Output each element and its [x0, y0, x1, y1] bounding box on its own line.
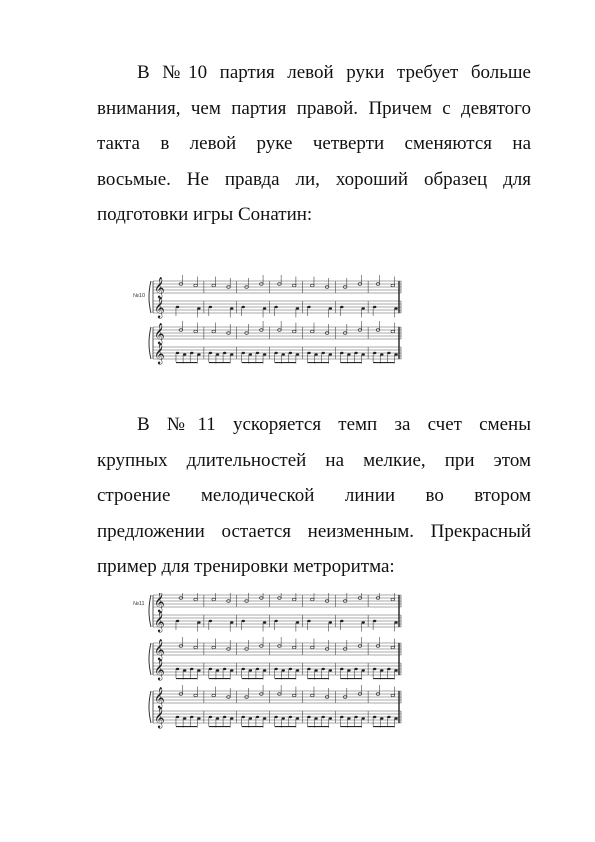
note-head [230, 669, 233, 671]
note-head [296, 621, 299, 623]
note-head [289, 352, 292, 354]
note-head [197, 621, 200, 623]
note-head [373, 620, 376, 622]
note-head [387, 668, 390, 670]
paragraph-exercise-10 [97, 55, 531, 233]
note-head [176, 620, 179, 622]
note-head [292, 598, 296, 601]
treble-clef-icon: 𝄞 [154, 323, 165, 345]
note-head [329, 621, 332, 623]
note-head [282, 669, 285, 671]
note-head [380, 669, 383, 671]
note-head [347, 717, 350, 719]
note-head [347, 353, 350, 355]
note-head [263, 353, 266, 355]
note-head [282, 717, 285, 719]
brace [149, 281, 151, 313]
note-head [329, 307, 332, 309]
note-head [296, 353, 299, 355]
note-head [183, 353, 186, 355]
note-head [212, 646, 216, 649]
text-line: пример для тренировки метроритма: [97, 556, 395, 577]
note-head [194, 694, 198, 697]
text-line: подготовки игры Сонатин: [97, 204, 313, 225]
note-head [391, 330, 395, 333]
note-head [183, 717, 186, 719]
note-head [212, 284, 216, 287]
text-line: восьмые. Не правда ли, хороший образец для [97, 168, 531, 190]
note-head [354, 668, 357, 670]
treble-clef-icon: 𝄞 [154, 687, 165, 709]
note-head [387, 716, 390, 718]
note-head [292, 646, 296, 649]
note-head [230, 621, 233, 623]
note-head [322, 716, 325, 718]
treble-clef-icon: 𝄞 [154, 593, 165, 613]
note-head [176, 668, 179, 670]
note-head [340, 716, 343, 718]
note-head [256, 716, 259, 718]
note-head [362, 669, 365, 671]
note-head [197, 717, 200, 719]
note-head [209, 620, 212, 622]
note-head [292, 694, 296, 697]
note-head [242, 352, 245, 354]
note-head [296, 669, 299, 671]
note-head [362, 353, 365, 355]
note-head [249, 717, 252, 719]
note-head [329, 669, 332, 671]
text-line: В №10 партия левой руки требует больше [137, 62, 531, 83]
note-head [282, 353, 285, 355]
note-head [314, 717, 317, 719]
score-number-label: №11 [133, 601, 145, 607]
note-head [307, 668, 310, 670]
note-head [391, 284, 395, 287]
note-head [230, 307, 233, 309]
note-head [197, 307, 200, 309]
note-head [216, 669, 219, 671]
note-head [329, 353, 332, 355]
note-head [263, 717, 266, 719]
note-head [373, 352, 376, 354]
note-head [373, 716, 376, 718]
music-score-10 [133, 275, 405, 367]
note-head [340, 352, 343, 354]
note-head [307, 620, 310, 622]
note-head [209, 306, 212, 308]
note-head [394, 307, 397, 309]
note-head [230, 353, 233, 355]
note-head [329, 717, 332, 719]
note-head [380, 353, 383, 355]
note-head [373, 306, 376, 308]
note-head [194, 330, 198, 333]
note-head [362, 717, 365, 719]
brace [149, 327, 151, 359]
note-head [212, 598, 216, 601]
treble-clef-icon: 𝄞 [154, 659, 165, 681]
note-head [230, 717, 233, 719]
note-head [354, 352, 357, 354]
note-head [197, 669, 200, 671]
note-head [216, 353, 219, 355]
note-head [394, 717, 397, 719]
note-head [209, 716, 212, 718]
note-head [194, 646, 198, 649]
note-head [307, 352, 310, 354]
note-head [310, 646, 314, 649]
note-head [310, 694, 314, 697]
note-head [274, 620, 277, 622]
note-head [190, 352, 193, 354]
note-head [310, 284, 314, 287]
note-head [314, 353, 317, 355]
note-head [216, 717, 219, 719]
note-head [194, 598, 198, 601]
note-head [274, 306, 277, 308]
note-head [347, 669, 350, 671]
note-head [256, 668, 259, 670]
note-head [242, 306, 245, 308]
note-head [322, 668, 325, 670]
note-head [380, 717, 383, 719]
note-head [197, 353, 200, 355]
paragraph-exercise-11 [97, 407, 531, 585]
note-head [212, 330, 216, 333]
note-head [391, 694, 395, 697]
note-head [362, 307, 365, 309]
treble-clef-icon: 𝄞 [154, 707, 165, 729]
note-head [292, 284, 296, 287]
note-head [292, 330, 296, 333]
note-head [340, 668, 343, 670]
note-head [340, 620, 343, 622]
treble-clef-icon: 𝄞 [154, 611, 165, 633]
text-line: внимания, чем партия правой. Причем с девятого [97, 97, 531, 119]
note-head [289, 668, 292, 670]
note-head [296, 717, 299, 719]
brace [149, 595, 151, 627]
note-head [263, 621, 266, 623]
note-head [249, 669, 252, 671]
music-score-11 [133, 593, 405, 731]
note-head [322, 352, 325, 354]
note-head [362, 621, 365, 623]
note-head [209, 668, 212, 670]
note-head [391, 598, 395, 601]
note-head [190, 716, 193, 718]
note-head [209, 352, 212, 354]
note-head [223, 352, 226, 354]
note-head [242, 716, 245, 718]
note-head [176, 306, 179, 308]
note-head [314, 669, 317, 671]
note-head [274, 352, 277, 354]
note-head [394, 621, 397, 623]
note-head [310, 330, 314, 333]
text-line: В №11 ускоряется темп за счет смены [137, 414, 531, 435]
note-head [373, 668, 376, 670]
note-head [183, 669, 186, 671]
note-head [190, 668, 193, 670]
note-head [176, 352, 179, 354]
note-head [274, 716, 277, 718]
note-head [242, 620, 245, 622]
note-head [394, 669, 397, 671]
note-head [310, 598, 314, 601]
brace [149, 643, 151, 675]
note-head [263, 307, 266, 309]
brace [149, 691, 151, 723]
note-head [289, 716, 292, 718]
note-head [194, 284, 198, 287]
text-line: крупных длительностей на мелкие, при этом [97, 449, 531, 471]
note-head [340, 306, 343, 308]
note-head [307, 716, 310, 718]
treble-clef-icon: 𝄞 [154, 343, 165, 365]
note-head [296, 307, 299, 309]
note-head [387, 352, 390, 354]
note-head [176, 716, 179, 718]
text-line: строение мелодической линии во втором [97, 485, 531, 506]
note-head [242, 668, 245, 670]
note-head [263, 669, 266, 671]
note-head [249, 353, 252, 355]
text-line: предложении остается неизменным. Прекрасный [97, 520, 531, 542]
note-head [354, 716, 357, 718]
note-head [223, 668, 226, 670]
note-head [256, 352, 259, 354]
note-head [212, 694, 216, 697]
text-line: такта в левой руке четверти сменяются на [97, 133, 531, 154]
treble-clef-icon: 𝄞 [154, 277, 165, 299]
note-head [223, 716, 226, 718]
note-head [391, 646, 395, 649]
treble-clef-icon: 𝄞 [154, 639, 165, 661]
note-head [394, 353, 397, 355]
note-head [274, 668, 277, 670]
score-number-label: №10 [133, 293, 146, 299]
note-head [307, 306, 310, 308]
treble-clef-icon: 𝄞 [154, 297, 165, 319]
